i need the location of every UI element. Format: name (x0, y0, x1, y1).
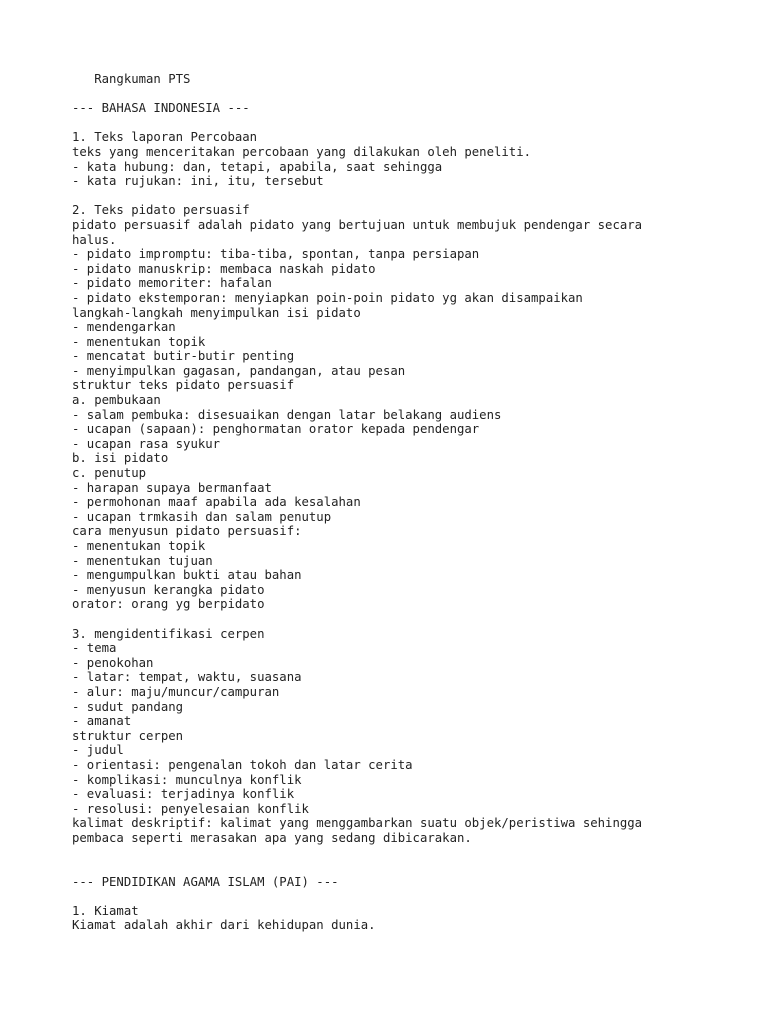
document-line: - menentukan tujuan (72, 553, 213, 568)
document-line: - menyusun kerangka pidato (72, 582, 265, 597)
document-line: 3. mengidentifikasi cerpen (72, 626, 265, 641)
document-line: - mencatat butir-butir penting (72, 349, 295, 364)
document-line: - penokohan (72, 655, 154, 670)
document-line (72, 87, 732, 102)
document-line: - kata rujukan: ini, itu, tersebut (72, 174, 324, 189)
document-line: orator: orang yg berpidato (72, 597, 265, 612)
document-line: - alur: maju/muncur/campuran (72, 684, 280, 699)
document-line: 2. Teks pidato persuasif (72, 203, 250, 218)
document-line: langkah-langkah menyimpulkan isi pidato (72, 305, 361, 320)
document-line: teks yang menceritakan percobaan yang dilakukan oleh peneliti. (72, 144, 532, 159)
document-line: pidato persuasif adalah pidato yang bertujuan untuk membujuk pendengar secara (72, 217, 643, 232)
document-line: pembaca seperti merasakan apa yang sedang dibicarakan. (72, 830, 472, 845)
document-line: - mendengarkan (72, 320, 176, 335)
document-line: c. penutup (72, 466, 147, 481)
document-line (72, 860, 732, 875)
document-line: - latar: tempat, waktu, suasana (72, 670, 302, 685)
document-line: b. isi pidato (72, 451, 169, 466)
document-line: - sudut pandang (72, 699, 184, 714)
document-line (72, 889, 732, 904)
document-line: halus. (72, 232, 117, 247)
document-line: struktur teks pidato persuasif (72, 378, 295, 393)
document-line (72, 612, 732, 627)
document-line: - orientasi: pengenalan tokoh dan latar cerita (72, 757, 413, 772)
document-line: - permohonan maaf apabila ada kesalahan (72, 495, 361, 510)
document-line: - ucapan (sapaan): penghormatan orator kepada pendengar (72, 422, 480, 437)
document-line: - harapan supaya bermanfaat (72, 480, 272, 495)
document-line: - amanat (72, 714, 132, 729)
document-line (72, 116, 732, 131)
document-line: - menyimpulkan gagasan, pandangan, atau pesan (72, 363, 406, 378)
document-text (72, 72, 732, 933)
document-line: Kiamat adalah akhir dari kehidupan dunia. (72, 918, 376, 933)
document-line: - mengumpulkan bukti atau bahan (72, 568, 302, 583)
document-line: - pidato impromptu: tiba-tiba, spontan, tanpa persiapan (72, 247, 480, 262)
document-line: a. pembukaan (72, 393, 161, 408)
document-line: - komplikasi: munculnya konflik (72, 772, 302, 787)
document-line: --- BAHASA INDONESIA --- (72, 101, 250, 116)
document-line: 1. Kiamat (72, 903, 139, 918)
document-line: - salam pembuka: disesuaikan dengan latar belakang audiens (72, 407, 502, 422)
document-line: kalimat deskriptif: kalimat yang menggambarkan suatu objek/peristiwa sehingga (72, 816, 643, 831)
document-line: - ucapan trmkasih dan salam penutup (72, 509, 332, 524)
document-line: - kata hubung: dan, tetapi, apabila, saat sehingga (72, 159, 443, 174)
document-line: - evaluasi: terjadinya konflik (72, 787, 295, 802)
document-line: - resolusi: penyelesaian konflik (72, 801, 309, 816)
document-line: Rangkuman PTS (72, 72, 191, 86)
document-line: - menentukan topik (72, 539, 206, 553)
document-line: - tema (72, 641, 117, 656)
document-line: struktur cerpen (72, 728, 184, 743)
document-line: - ucapan rasa syukur (72, 436, 221, 451)
document-line (72, 189, 732, 204)
document-line: --- PENDIDIKAN AGAMA ISLAM (PAI) --- (72, 874, 339, 889)
document-line (72, 845, 732, 860)
document-line: - pidato memoriter: hafalan (72, 276, 272, 291)
document-line: cara menyusun pidato persuasif: (72, 524, 302, 539)
document-line: - menentukan topik (72, 334, 206, 349)
document-line: - judul (72, 743, 124, 758)
document-line: 1. Teks laporan Percobaan (72, 130, 258, 145)
document-line: - pidato ekstemporan: menyiapkan poin-poin pidato yg akan disampaikan (72, 290, 583, 305)
document-line: - pidato manuskrip: membaca naskah pidato (72, 261, 376, 276)
